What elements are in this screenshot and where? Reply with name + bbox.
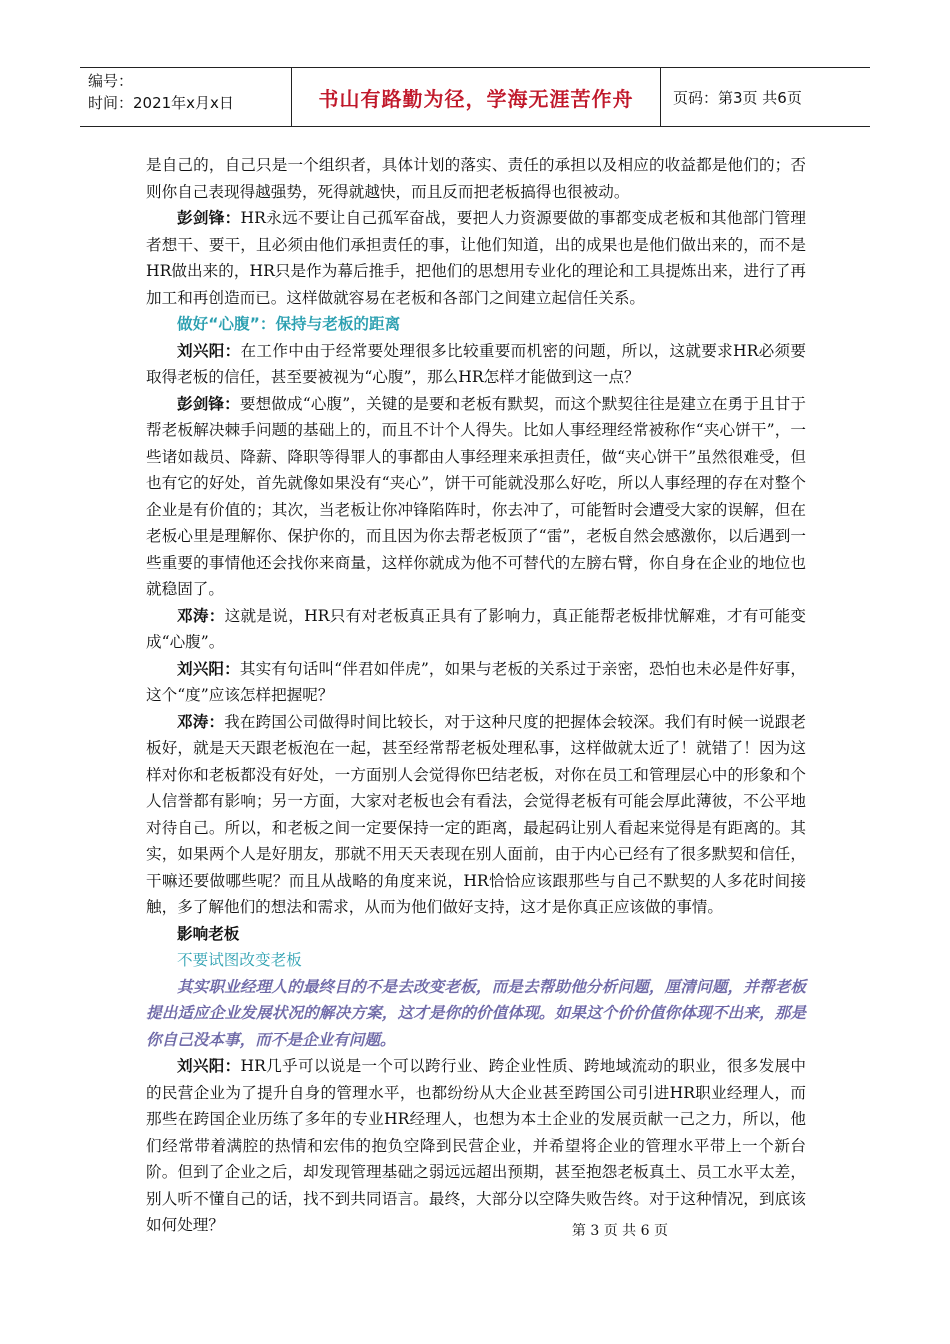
page-header	[80, 67, 870, 127]
paragraph: 刘兴阳：HR几乎可以说是一个可以跨行业、跨企业性质、跨地域流动的职业，很多发展中的民营企业为了提升自身的管理水平，也都纷纷从大企业甚至跨国公司引进HR职业经理人，而那些在跨国企业历练了多年的专业HR经理人，也想为本土企业的发展贡献一己之力，所以，他们经常带着满腔的热情和宏伟的抱负空降到民营企业，并希望将企业的管理水平带上一个新台阶。但到了企业之后，却发现管理基础之弱远远超出预期，甚至抱怨老板真土、员工水平太差，别人听不懂自己的话，找不到共同语言。最终，大部分以空降失败告终。对于这种情况，到底该如何处理？	[146, 1057, 806, 1234]
speaker-name: 彭剑锋：	[177, 394, 240, 413]
paragraph: 是自己的，自己只是一个组织者，具体计划的落实、责任的承担以及相应的收益都是他们的；否则你自己表现得越强势，死得就越快，而且反而把老板搞得也很被动。	[146, 156, 806, 201]
document-number: 编号：	[88, 72, 134, 90]
header-motto: 书山有路勤为径，学海无涯苦作舟	[318, 86, 634, 111]
paragraph: 邓涛：这就是说，HR只有对老板真正具有了影响力，真正能帮老板排忧解难，才有可能变成“心腹”。	[146, 606, 806, 651]
footer-page-number: 第 3 页 共 6 页	[571, 1223, 668, 1239]
paragraph: 彭剑锋：要想做成“心腹”，关键的是要和老板有默契，而这个默契往往是建立在勇于且甘于帮老板解决棘手问题的基础上的，而且不计个人得失。比如人事经理经常被称作“夹心饼干”，一些诸如裁员、降薪、降职等得罪人的事都由人事经理来承担责任，做“夹心饼干”虽然很难受，但也有它的好处，首先就像如果没有“夹心”，饼干可能就没那么好吃，所以人事经理的存在对整个企业是有价值的；其次，当老板让你冲锋陷阵时，你去冲了，可能暂时会遭受大家的误解，但在老板心里是理解你、保护你的，而且因为你去帮老板顶了“雷”，老板自然会感激你，以后遇到一些重要的事情他还会找你来商量，这样你就成为他不可替代的左膀右臂，你自身在企业的地位也就稳固了。	[146, 394, 806, 598]
speaker-name: 刘兴阳：	[177, 1057, 241, 1075]
subheading-dont-change-boss: 不要试图改变老板	[177, 951, 302, 969]
header-page-number: 页码：第3页 共6页	[673, 88, 802, 107]
paragraph: 彭剑锋：HR永远不要让自己孤军奋战，要把人力资源要做的事都变成老板和其他部门管理者想干、要干，且必须由他们承担责任的事，让他们知道，出的成果也是他们做出来的，而不是HR做出来的，HR只是作为幕后推手，把他们的思想用专业化的理论和工具提炼出来，进行了再加工和再创造而已。这样做就容易在老板和各部门之间建立起信任关系。	[146, 209, 806, 307]
speaker-name: 刘兴阳：	[177, 341, 241, 360]
article-body	[146, 152, 806, 1239]
header-meta	[80, 68, 292, 126]
header-motto-cell	[292, 68, 661, 126]
speaker-name: 刘兴阳：	[177, 659, 240, 678]
paragraph: 刘兴阳：其实有句话叫“伴君如伴虎”，如果与老板的关系过于亲密，恐怕也未必是件好事，这个“度”应该怎样把握呢？	[146, 659, 806, 704]
speaker-name: 彭剑锋：	[177, 209, 241, 227]
emphasis-quote: 其实职业经理人的最终目的不是去改变老板，而是去帮助他分析问题，厘清问题，并帮老板提出适应企业发展状况的解决方案，这才是你的价值体现。如果这个价价值你体现不出来，那是你自己没本事，而不是企业有问题。	[146, 976, 806, 1049]
paragraph: 邓涛：我在跨国公司做得时间比较长，对于这种尺度的把握体会较深。我们有时候一说跟老板好，就是天天跟老板泡在一起，甚至经常帮老板处理私事，这样做就太近了！就错了！因为这样对你和老板都没有好处，一方面别人会觉得你巴结老板，对你在员工和管理层心中的形象和个人信誉都有影响；另一方面，大家对老板也会有看法，会觉得老板有可能会厚此薄彼，不公平地对待自己。所以，和老板之间一定要保持一定的距离，最起码让别人看起来觉得是有距离的。其实，如果两个人是好朋友，那就不用天天表现在别人面前，由于内心已经有了很多默契和信任，干嘛还要做哪些呢？而且从战略的角度来说，HR恰恰应该跟那些与自己不默契的人多花时间接触，多了解他们的想法和需求，从而为他们做好支持，这才是你真正应该做的事情。	[146, 712, 806, 916]
page-footer	[0, 1220, 950, 1240]
paragraph: 刘兴阳：在工作中由于经常要处理很多比较重要而机密的问题，所以，这就要求HR必须要取得老板的信任，甚至要被视为“心腹”，那么HR怎样才能做到这一点？	[146, 341, 806, 386]
speaker-name: 邓涛：	[177, 606, 225, 625]
speaker-name: 邓涛：	[177, 712, 225, 731]
document-date: 时间：2021年x月x日	[88, 94, 234, 112]
section-heading: 影响老板	[177, 924, 240, 943]
subheading-confidant: 做好“心腹”：保持与老板的距离	[177, 315, 401, 333]
